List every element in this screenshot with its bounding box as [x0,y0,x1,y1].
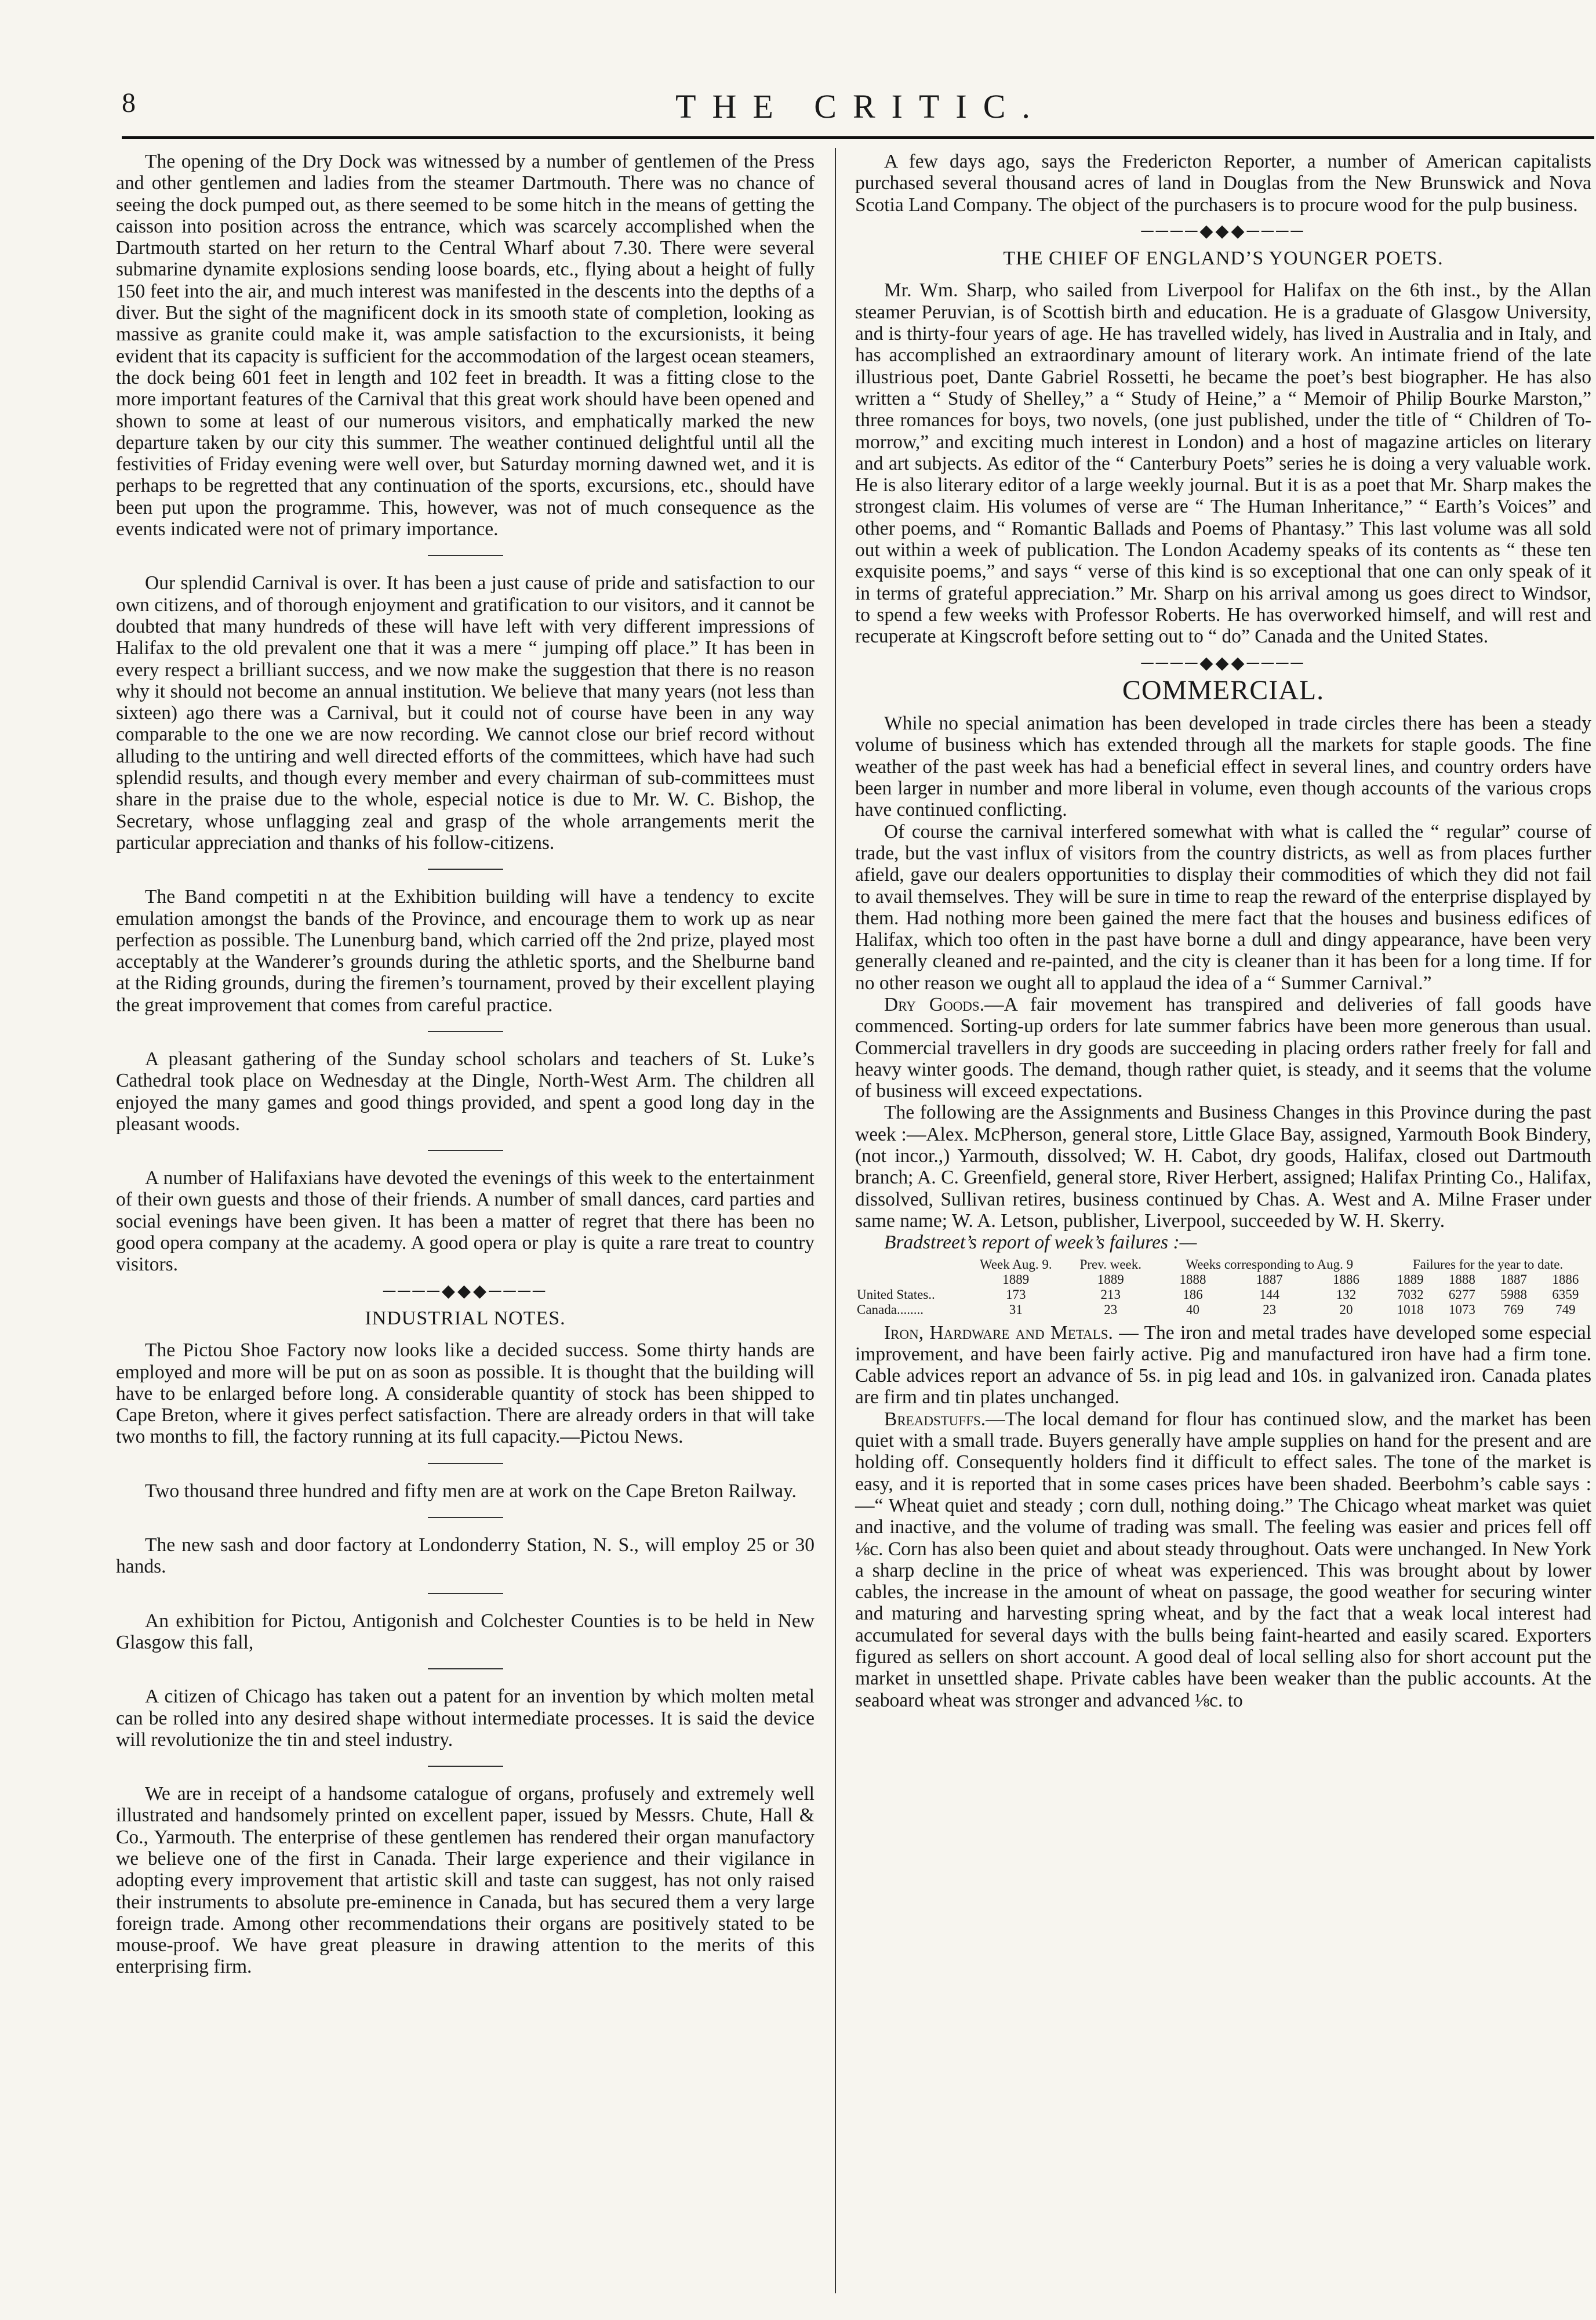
table-header-cell: Failures for the year to date. [1412,1257,1564,1272]
separator-rule [428,1150,503,1151]
industrial-note: An exhibition for Pictou, Antigonish and Colchester Counties is to be held in New Glasgow this fall, [116,1610,815,1653]
table-header-cell: Weeks corresponding to Aug. 9 [1186,1257,1354,1272]
table-cell: 1018 [1397,1302,1424,1317]
page-header [122,87,1596,128]
industrial-note: Two thousand three hundred and fifty men are at work on the Cape Breton Railway. [145,1480,797,1502]
breadstuffs-label: Breadstuffs. [884,1408,986,1430]
table-cell: 31 [1009,1302,1023,1317]
table-cell: 186 [1183,1287,1203,1302]
separator-rule [428,1517,503,1518]
table-cell: Canada........ [857,1302,924,1317]
table-cell: 173 [1006,1287,1026,1302]
separator-rule [428,1766,503,1767]
table-cell: 20 [1339,1302,1353,1317]
separator-rule [428,1463,503,1464]
bradstreet-text: Bradstreet’s report of week’s failures :— [884,1232,1197,1254]
table-header-cell [855,1272,965,1287]
table-cell: 213 [1100,1287,1121,1302]
table-header-cell: 1888 [1179,1272,1206,1287]
masthead: THE CRITIC. [675,88,1046,125]
industrial-note: A citizen of Chicago has taken out a patent for an invention by which molten metal can be rolled into any desired shape without intermediate processes. It is said the device will revolutionize the tin and steel industry. [116,1686,815,1751]
table-header-cell: Prev. week. [1079,1257,1142,1272]
table-header-cell [855,1257,965,1272]
separator-rule [428,1031,503,1032]
carnival-paragraph: Our splendid Carnival is over. It has been a just cause of pride and satisfaction to our own citizens, and of thorough enjoyment and gratification to our visitors, and it cannot be doubted that many hundreds of these will have left with very different impressions of Halifax to the old prevalent one that it was a mere “ jumping off place.” It has been in every respect a brilliant success, and we now make the suggestion that there is no reason why it should not become an annual institution. We believe that many years (not less than sixteen) ago there was a Carnival, but it could not of course have been in any way comparable to the one we are now recording. We cannot close our brief record without alluding to the untiring and well directed efforts of the committees, which have had such splendid results, and though every member and every chairman of sub-committees must share in the praise due to the whole, especial notice is due to Mr. W. C. Bishop, the Secretary, whose unflagging zeal and grasp of the whole arrangements merit the particular appreciation and thanks of his follow-citizens. [116,572,815,854]
table-cell: 6277 [1448,1287,1475,1302]
dry-goods-paragraph [855,994,1591,1102]
table-header-cell: Week Aug. 9. [979,1257,1052,1272]
table-cell: 132 [1336,1287,1357,1302]
table-cell: 1073 [1448,1302,1475,1317]
separator-rule [428,555,503,556]
column-divider [835,148,836,2293]
page-number: 8 [122,88,136,118]
table-header-cell: 1886 [1552,1272,1579,1287]
table-cell: United States.. [857,1287,935,1302]
right-column [855,151,1591,1711]
industrial-notes-title: INDUSTRIAL NOTES. [365,1307,566,1329]
table-row [855,1287,1591,1302]
breadstuffs-text: —The local demand for flour has continued slow, and the market has been quiet with a small trade. Buyers generally have ample supplies on hand for the present and are holding off. Consequently holders find it difficult to effect sales. The tone of the market is easy, and it is reported that in some cases prices have been shaded. Beerbohm’s cable says :—“ Wheat quiet and steady ; corn dull, nothing doing.” The Chicago wheat market was quiet and inactive, and the volume of trading was small. The feeling was easier and prices fell off ⅛c. Corn has also been quiet and about steady throughout. Oats were unchanged. In New York a sharp decline in the price of wheat was experienced. This was brought about by lower cables, the increase in the amount of wheat on passage, the good weather for securing winter and maturing and harvesting spring wheat, and by the fact that a weak local interest had accumulated for several days with the bulls being faint-hearted and easily scared. Exporters figured as sellers on short account. A good deal of local selling also for short account put the market in unsettled shape. Private cables have been weaker than the public accounts. At the seaboard wheat was stronger and advanced ⅛c. to [855,1408,1591,1711]
separator-rule [428,1593,503,1594]
ornament-rule: ────◆◆◆──── [383,1281,548,1301]
failures-table [855,1257,1591,1317]
table-cell: 23 [1104,1302,1118,1317]
commercial-title: COMMERCIAL. [1122,674,1325,706]
poets-paragraph: Mr. Wm. Sharp, who sailed from Liverpool for Halifax on the 6th inst., by the Allan steamer Peruvian, is of Scottish birth and education. He is a graduate of Glasgow University, and is thirty-four years of age. He has travelled widely, has lived in Australia and in Italy, and has accomplished an extraordinary amount of literary work. An intimate friend of the late illustrious poet, Dante Gabriel Rossetti, he became the poet’s best biographer. He has also written a “ Study of Shelley,” a “ Study of Heine,” a “ Memoir of Philip Bourke Marston,” three romances for boys, two novels, (one just published, under the title of “ Children of To-morrow,” and exciting much interest in London) and a host of magazine articles on literary and art subjects. As editor of the “ Canterbury Poets” series he is doing a very valuable work. He is also literary editor of a large weekly journal. But it is as a poet that Mr. Sharp makes the strongest claim. His volumes of verse are “ The Human Inheritance,” “ Earth’s Voices” and other poems, and “ Romantic Ballads and Poems of Phantasy.” This last volume was all sold out within a week of publication. The London Academy speaks of its contents as “ these ten exquisite poems,” and says “ verse of this kind is so exceptional that one can only speak of it in terms of grateful appreciation.” Mr. Sharp on his arrival among us goes direct to Windsor, to spend a few weeks with Professor Roberts. He has overworked himself, and will rest and recuperate at Kingscroft before setting out to “ do” Canada and the United States. [855,279,1591,648]
table-header-cell: 1888 [1448,1272,1475,1287]
table-cell: 7032 [1397,1287,1424,1302]
separator-rule [428,1668,503,1669]
industrial-note: The new sash and door factory at Londonderry Station, N. S., will employ 25 or 30 hands. [116,1534,815,1578]
table-header-cell: 1886 [1332,1272,1359,1287]
table-cell: 5988 [1500,1287,1528,1302]
halifaxians-paragraph: A number of Halifaxians have devoted the evenings of this week to the entertainment of their own guests and those of their friends. A number of small dances, card parties and social evenings have been given. It has been a matter of regret that there has been no good opera company at the academy. A good opera or play is quite a rare treat to country visitors. [116,1167,815,1276]
table-header-cell: 1887 [1256,1272,1283,1287]
iron-text: — The iron and metal trades have developed some especial improvement, and have been fairly active. Pig and manufactured iron have had a firm tone. Cable advices report an advance of 5s. in pig lead and 10s. in galvanized iron. Canada plates are firm and tin plates unchanged. [855,1321,1592,1408]
table-header-cell: 1887 [1500,1272,1528,1287]
iron-paragraph [855,1322,1591,1408]
bradstreet-line [855,1232,1591,1253]
poets-title: THE CHIEF OF ENGLAND’S YOUNGER POETS. [1003,248,1444,270]
commercial-paragraph: Of course the carnival interfered somewhat with what is called the “ regular” course of trade, but the vast influx of visitors from the country districts, as well as from places further afield, gave our dealers opportunities to display their commodities of which they did not fail to avail themselves. They will be sure in time to reap the reward of the enterprise displayed by them. Had nothing more been gained the mere fact that the houses and business edifices of Halifax, which too often in the past have borne a dull and dingy appearance, have been very generally cleaned and re-painted, and the city is cleaner than it has been for a long time. If for no other reason we ought all to applaud the idea of a “ Summer Carnival.” [855,820,1591,994]
dry-dock-paragraph: The opening of the Dry Dock was witnessed by a number of gentlemen of the Press and other gentlemen and ladies from the steamer Dartmouth. There was no chance of seeing the dock pumped out, as there seemed to be some hitch in the means of getting the caisson into position across the entrance, which was scarcely accomplished when the Dartmouth started on her return to the Central Wharf about 7.30. There were several submarine dynamite explosions sending loose boards, etc., flying about a height of fully 150 feet into the air, and much interest was manifested in the descents into the depths of a diver. But the sight of the magnificent dock in its smooth state of completion, looking as massive as granite could make it, was ample satisfaction to the excursionists, it being evident that its capacity is sufficient for the accommodation of the largest ocean steamers, the dock being 601 feet in length and 102 feet in breadth. It was a fitting close to the more important features of the Carnival that this great work should have been opened and shown to some at least of our numerous visitors, and emphatically marked the new departure taken by our city this summer. The weather continued delightful until all the festivities of Friday evening were well over, but Saturday morning dawned wet, and it is perhaps to be regretted that any continuation of the sports, excursions, etc., should have been put upon the programme. This, however, was not of much consequence as the events indicated were not of primary importance. [116,151,815,540]
table-cell: 6359 [1552,1287,1579,1302]
industrial-note: The Pictou Shoe Factory now looks like a decided success. Some thirty hands are employed and more will be put on as soon as possible. It is thought that the building will have to be enlarged before long. A considerable quantity of stock has been shipped to Cape Breton, where it gives perfect satisfaction. There are already orders in that will take two months to fill, the factory running at its full capacity.—Pictou News. [116,1339,815,1448]
commercial-paragraph: While no special animation has been developed in trade circles there has been a steady volume of business which has extended through all the markets for staple goods. The fine weather of the past week has had a beneficial effect in several lines, and country orders have been larger in number and more liberal in volume, even though accounts of the various crops have continued conflicting. [855,713,1591,821]
table-cell: 749 [1555,1302,1576,1317]
table-cell: 769 [1503,1302,1524,1317]
table-cell: 23 [1263,1302,1277,1317]
separator-rule [428,869,503,870]
table-header-cell: 1889 [1397,1272,1424,1287]
table-cell: 40 [1186,1302,1200,1317]
table-header-row [855,1272,1591,1287]
dry-goods-label: Dry Goods. [884,993,985,1015]
table-header-cell: 1889 [1002,1272,1030,1287]
ornament-rule: ────◆◆◆──── [1141,653,1306,673]
assignments-paragraph: The following are the Assignments and Business Changes in this Province during the past week :—Alex. McPherson, general store, Little Glace Bay, assigned, Yarmouth Book Bindery, (not incor.,) Yarmouth, dissolved; W. H. Cabot, dry goods, Halifax, closed out Dartmouth branch; A. C. Greenfield, general store, River Herbert, assigned; Halifax Printing Co., Halifax, dissolved, Sullivan retires, business continued by Chas. A. West and A. Milne Fraser under same name; W. A. Letson, publisher, Liverpool, succeeded by W. H. Skerry. [855,1102,1591,1232]
table-header-cell: 1889 [1097,1272,1124,1287]
dry-goods-text: —A fair movement has transpired and deliveries of fall goods have commenced. Sorting-up orders for late summer fabrics have been more generous than usual. Commercial travellers in dry goods are succeeding in placing orders rather freely for fall and heavy winter goods. The demand, though rather quiet, is steady, and it seems that the volume of business will exceed expectations. [855,993,1591,1102]
band-competition-paragraph: The Band competiti n at the Exhibition building will have a tendency to excite emulation amongst the bands of the Province, and encourage them to work up as near perfection as possible. The Lunenburg band, which carried off the 2nd prize, played most acceptably at the Wanderer’s grounds during the athletic sports, and the Shelburne band at the Riding grounds, during the firemen’s tournament, proved by their excellent playing the great improvement that comes from careful practice. [116,886,815,1016]
left-column [116,151,815,1978]
ornament-rule: ────◆◆◆──── [1141,221,1306,241]
iron-label: Iron, Hardware and Metals. [884,1321,1113,1344]
fredericton-paragraph: A few days ago, says the Fredericton Reporter, a number of American capitalists purchased several thousand acres of land in Douglas from the New Brunswick and Nova Scotia Land Company. The object of the purchasers is to procure wood for the pulp business. [855,151,1591,216]
table-row [855,1302,1591,1317]
industrial-note: We are in receipt of a handsome catalogue of organs, profusely and extremely well illustrated and handsomely printed on excellent paper, issued by Messrs. Chute, Hall & Co., Yarmouth. The enterprise of these gentlemen has rendered their organ manufactory we believe one of the first in Canada. Their large experience and their vigilance in adopting every improvement that artistic skill and taste can suggest, has not only raised their instruments to absolute pre-eminence in Canada, but has secured them a very large foreign trade. Among other recommendations their organs are positively stated to be mouse-proof. We have great pleasure in drawing attention to the merits of this enterprising firm. [116,1783,815,1978]
table-header-row [855,1257,1591,1272]
header-rule [122,136,1594,139]
breadstuffs-paragraph [855,1408,1591,1711]
table-cell: 144 [1259,1287,1279,1302]
sunday-school-paragraph: A pleasant gathering of the Sunday school scholars and teachers of St. Luke’s Cathedral took place on Wednesday at the Dingle, North-West Arm. The children all enjoyed the many games and good things provided, and spent a good long day in the pleasant woods. [116,1048,815,1135]
